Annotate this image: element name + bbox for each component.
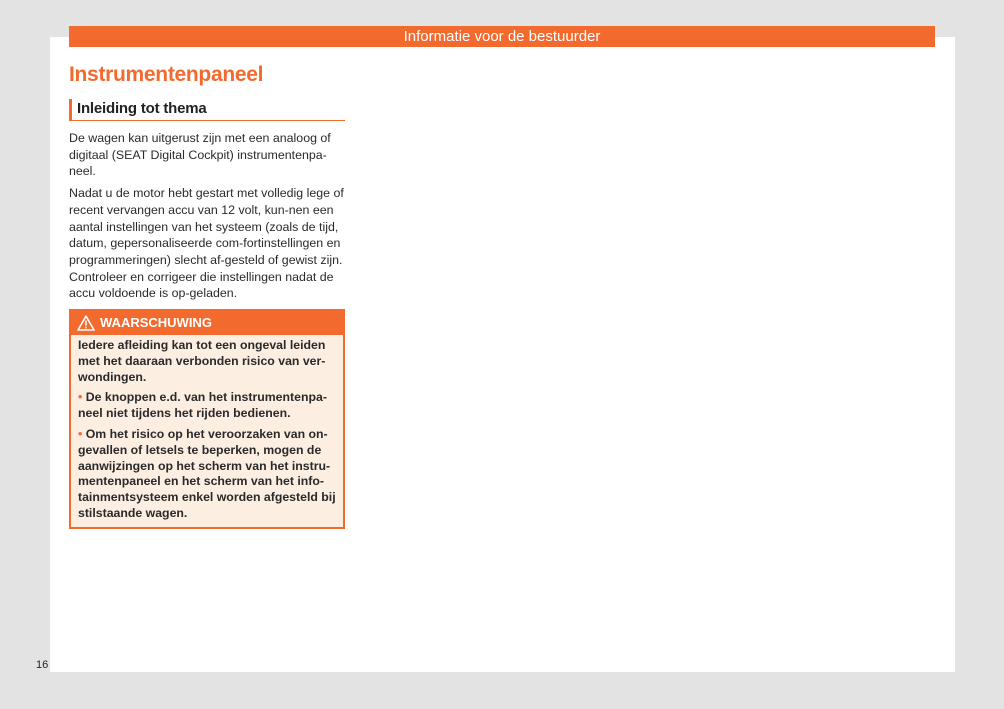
chapter-header: Informatie voor de bestuurder: [69, 26, 935, 47]
warning-triangle-icon: [77, 315, 95, 331]
warning-bullet: [78, 390, 337, 422]
warning-label: WAARSCHUWING: [100, 315, 212, 331]
warning-bullet-text: De knoppen e.d. van het instrumentenpa-neel niet tijdens het rijden bedienen.: [78, 390, 327, 421]
main-column: [69, 60, 345, 529]
warning-box: [69, 309, 345, 529]
warning-bullet-text: Om het risico op het veroorzaken van on-gevallen of letsels te beperken, mogen de aanwijzingen op het scherm van het instru-mentenpaneel en het scherm van het info-tainmentsysteem enkel worden afgesteld bij stilstaande wagen.: [78, 427, 336, 520]
intro-paragraph: De wagen kan uitgerust zijn met een analoog of digitaal (SEAT Digital Cockpit) instrumentenpa-neel.: [69, 131, 331, 179]
bullet-dot-icon: •: [78, 390, 83, 405]
page-number: 16: [36, 659, 49, 671]
page-title: Instrumentenpaneel: [69, 63, 264, 86]
bullet-dot-icon: •: [78, 427, 83, 442]
section-heading: Inleiding tot thema: [69, 99, 345, 121]
warning-bullet: [78, 427, 337, 522]
warning-body: [71, 335, 343, 527]
battery-paragraph: Nadat u de motor hebt gestart met volledig lege of recent vervangen accu van 12 volt, kun-nen een aantal instellingen van het systeem (zoals de tijd, datum, gepersonaliseerde com-fortinstellingen en programmeringen) slecht af-gesteld of gewist zijn. Controleer en corrigeer die instellingen nadat de accu voldoende is op-geladen.: [69, 186, 344, 301]
warning-header: [71, 311, 343, 335]
warning-intro: Iedere afleiding kan tot een ongeval leiden met het daaraan verbonden risico van ver-wondingen.: [78, 338, 326, 384]
